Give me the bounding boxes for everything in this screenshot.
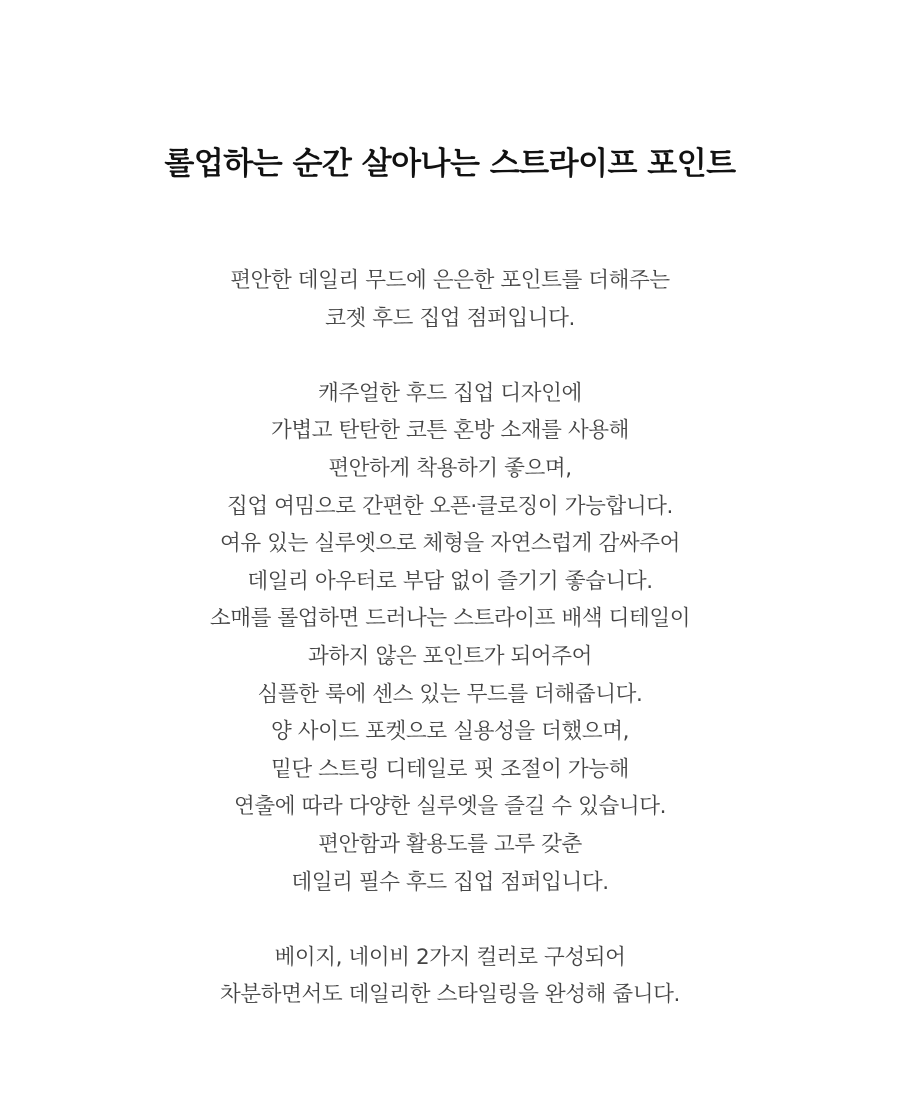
description-line: 심플한 룩에 센스 있는 무드를 더해줍니다. (257, 681, 643, 707)
description-line: 차분하면서도 데일리한 스타일링을 완성해 줍니다. (220, 982, 680, 1008)
page-title: 롤업하는 순간 살아나는 스트라이프 포인트 (164, 146, 736, 182)
description-line: 연출에 따라 다양한 실루엣을 즐길 수 있습니다. (233, 794, 667, 820)
description-paragraph-details (0, 375, 900, 901)
description-line: 데일리 아우터로 부담 없이 즐기기 좋습니다. (247, 568, 653, 594)
description-line: 편안하게 착용하기 좋으며, (328, 455, 572, 481)
description-line: 편안함과 활용도를 고루 갖춘 (318, 831, 582, 857)
description-line: 과하지 않은 포인트가 되어주어 (307, 643, 593, 669)
description-line: 편안한 데일리 무드에 은은한 포인트를 더해주는 (230, 268, 670, 293)
description-line: 가볍고 탄탄한 코튼 혼방 소재를 사용해 (270, 418, 630, 444)
description-line: 집업 여밈으로 간편한 오픈·클로징이 가능합니다. (227, 493, 673, 519)
description-line: 여유 있는 실루엣으로 체형을 자연스럽게 감싸주어 (220, 531, 680, 557)
description-line: 베이지, 네이비 2가지 컬러로 구성되어 (274, 944, 626, 970)
description-paragraph-intro (0, 262, 900, 337)
description-line: 캐주얼한 후드 집업 디자인에 (318, 380, 582, 406)
description-body (0, 262, 900, 1014)
description-line: 코젯 후드 집업 점퍼입니다. (325, 305, 575, 331)
description-line: 양 사이드 포켓으로 실용성을 더했으며, (270, 719, 630, 745)
description-paragraph-colors (0, 939, 900, 1014)
description-line: 밑단 스트링 디테일로 핏 조절이 가능해 (270, 756, 630, 782)
description-line: 소매를 롤업하면 드러나는 스트라이프 배색 디테일이 (209, 606, 691, 632)
description-line: 데일리 필수 후드 집업 점퍼입니다. (291, 869, 609, 895)
